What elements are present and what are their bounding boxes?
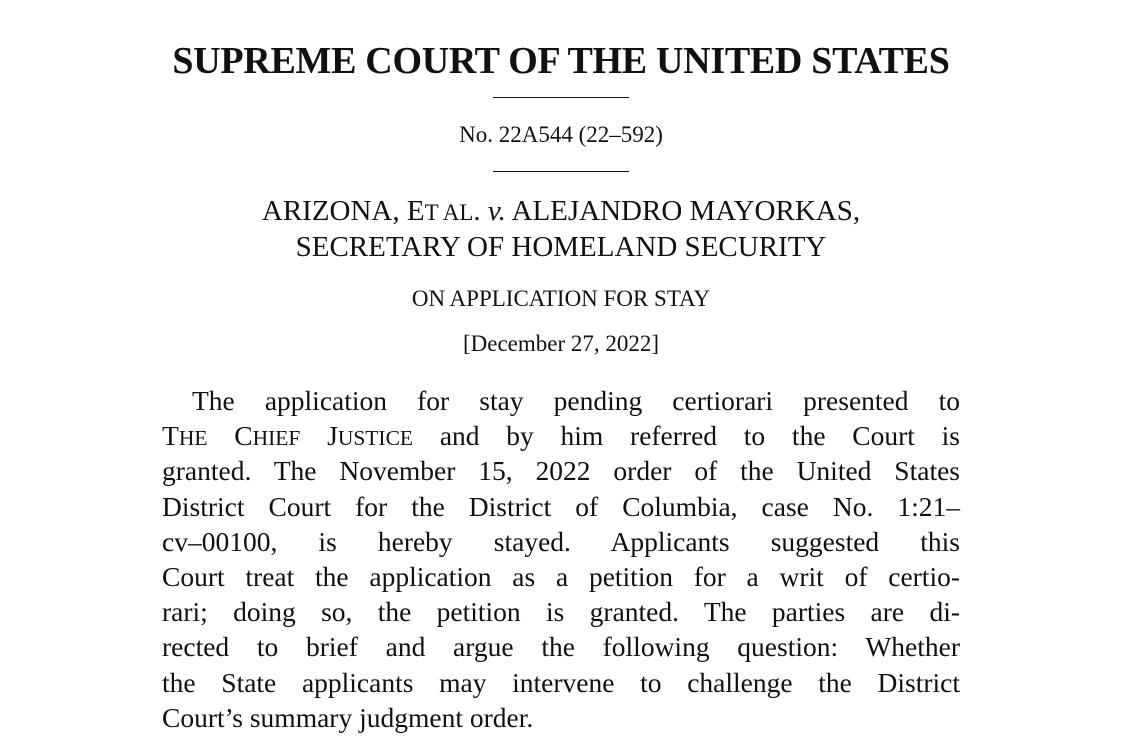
case-caption [162,194,960,265]
order-line: Court treat the application as a petition for a writ of certio- [162,560,960,592]
order-line: the State applicants may intervene to challenge the District [162,666,960,698]
party-mayorkas: ALEJANDRO MAYORKAS, [511,195,861,227]
docket-divider [493,171,629,172]
order-line: cv–00100, is hereby stayed. Applicants suggested this [162,525,960,557]
order-line: granted. The November 15, 2022 order of the United States [162,455,960,487]
et-al: ET AL. [406,195,481,227]
order-line: Court’s summary judgment order. [162,701,534,733]
caption-line-1 [162,194,960,230]
order-line: THE CHIEF JUSTICE and by him referred to the Court is [162,420,960,452]
caption-line-2: SECRETARY OF HOMELAND SECURITY [295,231,827,263]
title-divider [493,97,629,98]
docket-number: No. 22A544 (22–592) [459,122,663,147]
order-date: [December 27, 2022] [462,331,660,356]
party-arizona: ARIZONA, [261,195,400,227]
order-line: The application for stay pending certiorari presented to [192,385,960,416]
order-text [162,383,960,735]
court-title: SUPREME COURT OF THE UNITED STATES [172,40,950,82]
order-line: District Court for the District of Columbia, case No. 1:21– [162,490,960,522]
order-line: rected to brief and argue the following question: Whether [162,631,960,663]
order-line: rari; doing so, the petition is granted. The parties are di- [162,596,960,628]
versus: v. [487,195,506,227]
proceeding-type: ON APPLICATION FOR STAY [411,286,711,311]
